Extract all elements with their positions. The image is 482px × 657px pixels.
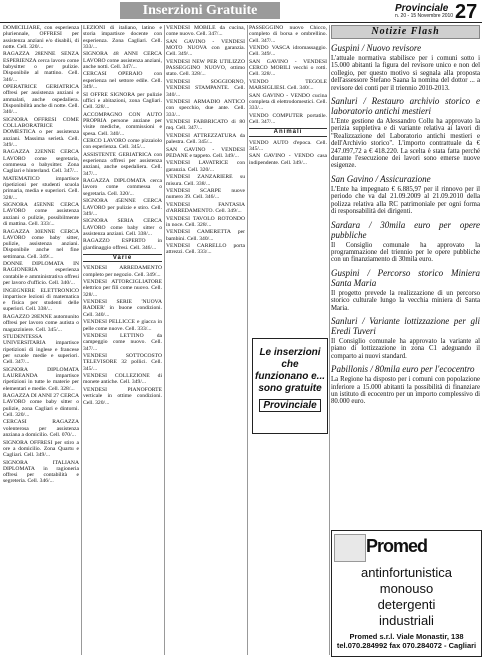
news-body: Il progetto prevede la realizzazione di un percorso storico culturale lungo la vecchia miniera di Santa Maria. (331, 289, 480, 312)
news-body: L'attuale normativa stabilisce per i comuni sotto i 15.000 abitanti la figura del revisore unico e non del collegio, per questo motivo si segnala alla proposta dell'assessore Stefano Saana la nomina del dottor ... a revisore dei conti per il triennio 2010-2013. (331, 55, 480, 92)
classified-ad: VENDESI ARREDAMENTO completo per negozio. Cell. 349/... (83, 265, 162, 278)
column-divider (81, 25, 82, 655)
page-header (0, 0, 482, 23)
classified-ad: VENDESI TAVOLO ROTONDO in noce. Cell. 328/... (166, 215, 245, 228)
ad-slogan: industriali (379, 613, 434, 628)
classified-ad: SIGNORA ITALIANA DIPLOMATA in ragioneria offresi per contabilità e segreteria. Cell. 346/... (3, 459, 79, 485)
classified-ad: CERCASI OPERAIO con esperienza nel settore edile. Cell. 349/... (83, 71, 162, 91)
promo-line: funzionano e... (255, 371, 325, 382)
classified-ad: SAN GAVINO - VENDESI CERCO MOBILI vecchi o rotti. Cell. 328/... (249, 58, 327, 78)
news-headline: Sardara / 30mila euro per opere pubbliche (331, 219, 480, 240)
ad-logo: Promed (366, 536, 428, 556)
classified-ad: SIGNORA DIPLOMATA LAUREANDA impartisce ripetizioni in tutte le materie per elementari e medie. Cell. 328/... (3, 366, 79, 392)
classified-ad: RAGAZZA DIPLOMATA cerca lavoro come commessa o segretaria. Cell. 320/... (83, 178, 162, 197)
classified-ad: SIGNORA 45ENNE CERCA LAVORO come assistenza anziani o pulizie, possibilmente di mattina. Cell. 333/... (3, 202, 79, 228)
promo-box (252, 338, 328, 434)
logo-icon (334, 534, 366, 562)
ad-slogan: detergenti (377, 597, 436, 612)
classifieds-column-3 (166, 25, 245, 655)
classified-ad: VENDESI CARRELLO porta attrezzi. Cell. 333/... (166, 243, 245, 256)
news-body: L'Ente ha impegnato € 6.885,97 per il rinnovo per il periodo che va dal 21.09.2009 al 21.09.2010 della polizza relativa alla RC patrimoniale per ogni forma di responsabilità dei dirigenti. (331, 185, 480, 216)
news-headline: Pabillonis / 80mila euro per l'ecocentro (331, 364, 475, 375)
classified-ad: VENDESI SOTTOCOSTO TELEVISORE 32 pollici. Cell. 345/... (83, 353, 162, 372)
promo-line: Le inserzioni (259, 347, 321, 358)
classified-ad: VENDESI SOGGIORNO, VENDESI STAMPANTE. Cell. 340/... (166, 78, 245, 98)
news-headline: Sanluri / Restauro archivio storico e laboratorio antichi mestieri (331, 96, 480, 117)
news-headline: Guspini / Nuovo revisore (331, 43, 422, 53)
classified-ad: VENDESI FABBRICATO di 80 mq. Cell. 347/... (166, 119, 245, 132)
classified-ad: INGEGNERE ELETTRONICO impartisce lezioni di matematica e fisica per studenti delle superiori. Cell. 338/... (3, 287, 79, 313)
classified-ad: VENDESI CAMERETTA per bambini. Cell. 340/... (166, 229, 245, 242)
classified-ad: SIGNORA OFFRESI per stiro a ore a domicilio. Zona Quartu e Cagliari. Cell. 349/... (3, 439, 79, 459)
classified-ad: SAN GAVINO - VENDO cucina completa di elettrodomestici. Cell. 333/... (249, 92, 327, 112)
classified-ad: SAN GAVINO - VENDO casa indipendente. Cell. 349/... (249, 153, 327, 166)
classified-ad: ACCOMPAGNO CON AUTO PROPRIA persone anziane per visite mediche, commissioni e spesa. Cell. 340/... (83, 111, 162, 137)
classified-ad: SIGNORA 45ENNE CERCA LAVORO per pulizie e stiro. Cell. 349/... (83, 198, 162, 217)
classified-ad: SIGNORA 48 ANNI CERCA LAVORO come assistenza anziani, anche notti. Cell. 347/... (83, 51, 162, 70)
issue-date: n. 20 - 15 Novembre 2010 (395, 13, 454, 19)
classified-ad: VENDO TEGOLE MARSIGLIESI. Cell. 340/... (249, 78, 327, 92)
classified-ad: VENDESI PELLICCE e giacca in pelle come nuove. Cell. 333/... (83, 319, 162, 332)
classified-ad: SAN GAVINO - VENDESI MOTO NUOVA con garanzia. Cell. 349/... (166, 38, 245, 58)
news-flash-band: Notizie Flash (331, 25, 480, 39)
classified-ad: LEZIONI di italiano, latino e storia impartisce docente con esperienza. Zona Cagliari. Cell. 333/... (83, 25, 162, 50)
newspaper-brand: Provinciale (395, 3, 449, 14)
classified-ad: OPERATRICE GERIATRICA offresi per assistenza anziani e ammalati, anche ospedaliera. Disponibilità anche di notte. Cell. 340/... (3, 84, 79, 116)
ad-phone: tel.070.284992 fax 070.284072 - Cagliari (336, 641, 477, 650)
classified-ad: VENDESI ATTREZZATURA da palestra. Cell. 345/... (166, 132, 245, 146)
classified-ad: DONNE DIPLOMATA IN RAGIONERIA esperienza contabile e amministrativa offresi per lavoro d'ufficio. Cell. 340/... (3, 261, 79, 287)
classifieds-column-1 (3, 25, 79, 655)
classified-ad: MATEMATICO impartisce ripetizioni per studenti scuola primaria, media e superiori. Cell. 328/... (3, 175, 79, 201)
classified-ad: VENDESI FANTASIA d'ARREDAMENTO. Cell. 349/... (166, 201, 245, 215)
classified-ad: RAGAZZA 30ENNE CERCA LAVORO come baby sitter, pulizie, assistenza anziani. Disponibile anche nel fine settimana. Cell. 349/... (3, 228, 79, 260)
classified-ad: PASSEGGINO nuovo Chicco, completo di borsa e ombrellino. Cell. 347/... (249, 25, 327, 44)
classified-ad: VENDESI ATTORCIGLIATORE elettrico per fili come nuovo. Cell. 328/... (83, 279, 162, 298)
section-title: Inserzioni Gratuite (120, 2, 280, 19)
page-number: 27 (455, 1, 478, 23)
column-divider (247, 25, 248, 655)
classified-ad: DOMICILIARE, con esperienza pluriennale, OFFRESI per assistenza anziani e/o disabili, di notte. Cell. 320/... (3, 25, 79, 50)
section-heading: Varie (83, 254, 162, 262)
ad-slogan: antinfortunistica (360, 565, 453, 580)
classified-ad: VENDESI ZANZARIERE su misura. Cell. 338/... (166, 174, 245, 187)
classified-ad: SIGNORA SERIA CERCA LAVORO come baby sitter o assistenza anziani. Cell. 338/... (83, 218, 162, 237)
section-heading: Animali (249, 128, 327, 136)
classified-ad: RAGAZZO ESPERTO in giardinaggio offresi. Cell. 346/... (83, 238, 162, 251)
classified-ad: RAGAZZA 28ENNE SENZA ESPERIENZA cerca lavoro come babysitter o per pulizie. Disponibile al mattino. Cell. 346/... (3, 51, 79, 83)
classified-ad: VENDESI LETTINO da campeggio come nuovo. Cell. 347/... (83, 332, 162, 352)
classified-ad: VENDO AUTO d'epoca. Cell. 345/... (249, 139, 327, 152)
column-divider (329, 25, 330, 655)
classified-ad: RAGAZZO 28ENNE automunito offresi per lavoro come autista o magazziniere. Cell. 345/... (3, 313, 79, 333)
news-body: L'Ente gestione da Alessandro Collu ha approvato la perizia suppletiva e di variante relativa ai lavori di "Realizzazione del Laboratorio antichi mestieri e dell'Archivio storico". L'importo contrattuale da € 247.097,72 a € 418.220. La scelta è stata fatta perché durante l'esecuzione dei lavori sono emerse nuove esigenze. (331, 118, 480, 170)
classified-ad: VENDESI LAVATRICE con garanzia. Cell. 320/... (166, 160, 245, 173)
classified-ad: VENDESI ARMADIO ANTICO con specchio, due ante. Cell. 333/... (166, 99, 245, 118)
classified-ad: ASSISTENTE GERIATRICA con esperienza offresi per assistenza anziani, anche ospedaliera. Cell. 347/... (83, 151, 162, 177)
promo-brand-logo: Provinciale (259, 399, 320, 412)
promo-line: sono gratuite (258, 383, 322, 394)
classified-ad: STUDENTESSA UNIVERSITARIA impartisce ripetizioni di inglese e francese per scuole medie e superiori. Cell. 347/... (3, 334, 79, 366)
news-headline: San Gavino / Assicurazione (331, 173, 431, 184)
classified-ad: VENDO VASCA idromassaggio. Cell. 349/... (249, 45, 327, 58)
classified-ad: SAN GAVINO - VENDESI PEDANE e tappeto. Cell. 349/... (166, 146, 245, 159)
classified-ad: VENDESI SERIE 'NUOVA RADIER' in buone condizioni. Cell. 340/... (83, 299, 162, 318)
classified-ad: RAGAZZA DI ANNI 27 CERCA LAVORO come baby sitter o pulizie, zona Cagliari e dintorni. Cell. 320/... (3, 393, 79, 418)
news-body: La Regione ha disposto per i comuni con popolazione inferiore a 15.000 abitanti la possibilità di finanziare un istituto di ecocentro per un importo complessivo di 80.000 euro. (331, 376, 480, 406)
ad-address: Promed s.r.l. Viale Monastir, 138 (349, 632, 464, 641)
advertisement (331, 530, 482, 657)
classified-ad: RAGAZZA 22ENNE CERCA LAVORO come segretaria, commessa o babysitter. Zona Cagliari e hinterland. Cell. 347/... (3, 149, 79, 175)
news-body: Il Consiglio comunale ha approvato la variante al piano di lottizzazione in zona C1 adeguando il comparto ai nuovi standard. (331, 337, 480, 360)
classifieds-column-2 (83, 25, 162, 655)
news-flash-column (331, 25, 480, 525)
promo-line: che (281, 359, 299, 370)
news-body: Il Consiglio comunale ha approvato la programmazione del triennio per le opere pubbliche con un finanziamento di 30mila euro. (331, 241, 480, 264)
classified-ad: CERCO LAVORO come pizzaiolo con esperienza. Cell. 345/... (83, 137, 162, 151)
classified-ad: VENDESI COLLEZIONE di monete antiche. Cell. 349/... (83, 373, 162, 386)
ad-slogan: monouso (379, 581, 434, 596)
news-headline: Guspini / Percorso storico Miniera Santa Maria (331, 267, 480, 288)
classified-ad: CERCASI RAGAZZA volenterosa per assistenza anziana a domicilio. Cell. 070/... (3, 419, 79, 439)
classified-ad: VENDO COMPUTER portatile. Cell. 347/... (249, 112, 327, 126)
classified-ad: VENDESI MOBILE da cucina, come nuovo. Cell. 347/... (166, 25, 245, 38)
column-divider (164, 25, 165, 655)
classified-ad: VENDESI PIANOFORTE verticale in ottime condizioni. Cell. 320/... (83, 386, 162, 406)
classified-ad: VENDESI SCARPE nuove numero 39. Cell. 346/... (166, 188, 245, 201)
classified-ad: SI OFFRE SIGNORA per pulizie uffici e abitazioni, zona Cagliari. Cell. 328/... (83, 91, 162, 111)
classified-ad: VENDESI NEW PER UTILIZZO PASSEGGINO NUOVO, ottimo stato. Cell. 328/... (166, 58, 245, 78)
classified-ad: SIGNORA OFFRESI COME COLLABORATRICE DOMESTICA o per assistenza anziani. Massima serietà. Cell. 349/... (3, 116, 79, 148)
news-headline: Sanluri / Variante lottizzazione per gli Eredi Tuveri (331, 315, 480, 336)
